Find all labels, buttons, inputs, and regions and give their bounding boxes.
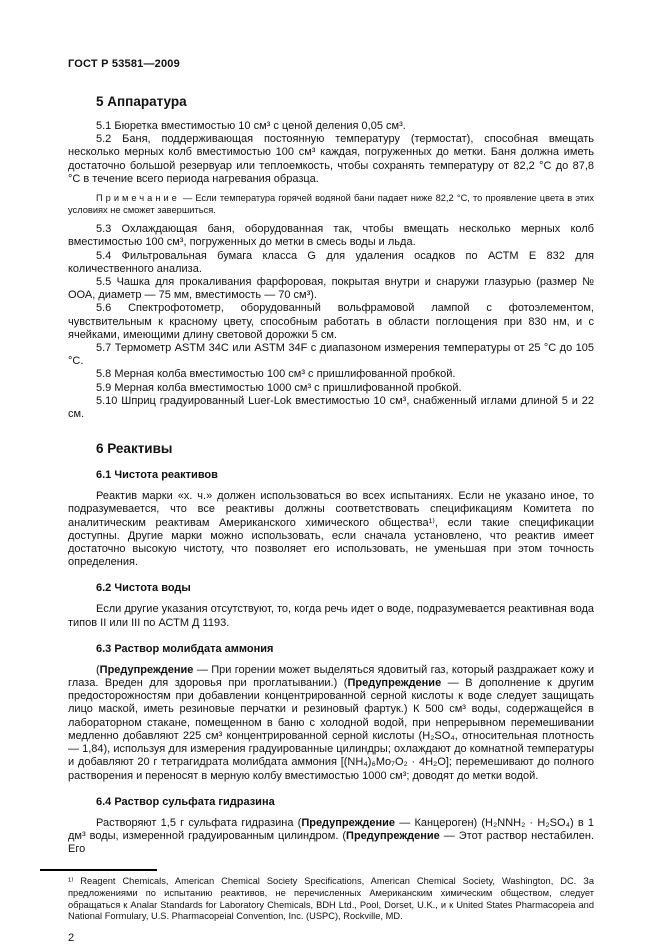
item-5-8 xyxy=(68,368,594,381)
item-5-7-text: 5.7 Термометр ASTM 34С или ASTM 34F с диапазоном измерения температуры от 25 °С до 105 °С. xyxy=(68,342,594,368)
para-6-3-text: ( xyxy=(96,663,100,676)
item-5-6-text: 5.6 Спектрофотометр, оборудованный вольфрамовой лампой с фотоэлементом, чувствительным к красному цвету, способным работать в области поглощения при 830 нм, и с ячейками, имеющими длину световой дорожки 5 см. xyxy=(68,302,594,341)
para-6-1-text: Реактив марки «х. ч.» должен использоваться во всех испытаниях. Если не указано иное, то подразумевается, что все реактивы должны соответствовать спецификациям Комитета по аналитическим реактивам Американского химического общества¹⁾, если такие спецификации доступны. Другие марки можно использовать, если сначала установлено, что реактив имеет достаточно высокую чистоту, что позволяет его использовать, не уменьшая при этом точность определения. xyxy=(68,490,594,569)
section-6-2-heading xyxy=(96,582,594,594)
para-6-4-text: Предупреждение xyxy=(346,829,440,842)
para-6-2-text: Если другие указания отсутствуют, то, когда речь идет о воде, подразумевается реактивная вода типов II или III по АСТМ Д 1193. xyxy=(68,603,594,629)
section-6-4-heading-text: 6.4 Раствор сульфата гидразина xyxy=(96,795,275,808)
item-5-7 xyxy=(68,342,594,368)
page-number: 2 xyxy=(68,931,75,944)
para-6-1 xyxy=(68,490,594,569)
section-5-heading-text: 5 Аппаратура xyxy=(96,94,187,109)
para-6-3-text: — В дополнение к другим предосторожностям при добавлении концентрированной серной кислоты к воде следует защищать лицо маской, иметь резиновые перчатки и резиновый фартук.) К 500 см³ воды, содержащейся в лабораторном стакане, помещенном в баню с холодной водой, при непрерывном перемешивании медленно добавляют 225 см³ концентрированной серной кислоты (H₂SO₄, относительная плотность — 1,84), используя для измерения градуированные цилиндры; охлаждают до комнатной температуры и добавляют 20 г тетрагидрата молибдата аммония [(NH₄)₆Mo₇O₂ · 4H₂O]; перемешивают до полного растворения и переносят в мерную колбу вместимостью 1000 см³; доводят до метки водой. xyxy=(68,677,594,782)
item-5-3 xyxy=(68,223,594,249)
para-6-2 xyxy=(68,603,594,629)
section-6-1-heading-text: 6.1 Чистота реактивов xyxy=(96,469,218,482)
item-5-5-text: 5.5 Чашка для прокаливания фарфоровая, покрытая внутри и снаружи глазурью (размер № ООА, диаметр — 75 мм, вместимость — 70 см³). xyxy=(68,276,594,302)
item-5-4-text: 5.4 Фильтровальная бумага класса G для удаления осадков по АСТМ Е 832 для количественного анализа. xyxy=(68,249,594,275)
page-content xyxy=(68,58,594,944)
item-5-10-text: 5.10 Шприц градуированный Luer-Lok вместимостью 10 см³, снабженный иглами длиной 5 и 22 см. xyxy=(68,394,594,421)
item-5-9-text: 5.9 Мерная колба вместимостью 1000 см³ с пришлифованной пробкой. xyxy=(96,381,462,394)
item-5-2-text: 5.2 Баня, поддерживающая постоянную температуру (термостат), способная вмещать несколько мерных колб вместимостью 100 см³ каждая, погруженных до метки. Баня должна иметь достаточно большой резервуар или теплоемкость, чтобы сохранять температуру от 82,2 °С до 87,8 °С в течение всего периода нагревания образца. xyxy=(68,133,594,185)
para-6-3-text: — При горении может выделяться ядовитый газ, который раздражает кожу и глаза. Вреден для здоровья при проглатывании.) ( xyxy=(68,663,594,690)
section-6-heading-text: 6 Реактивы xyxy=(96,441,173,457)
document-header: ГОСТ Р 53581—2009 xyxy=(68,58,180,70)
item-5-1-text: 5.1 Бюретка вместимостью 10 см³ с ценой деления 0,05 см³. xyxy=(96,120,406,132)
para-6-3 xyxy=(68,664,594,783)
para-6-3-text: Предупреждение xyxy=(99,663,194,676)
item-5-10 xyxy=(68,395,594,421)
section-6-heading xyxy=(96,441,594,456)
para-6-4 xyxy=(68,817,594,857)
para-6-4-text: Растворяют 1,5 г сульфата гидразина ( xyxy=(96,816,302,829)
para-6-4-text: Предупреждение xyxy=(301,816,396,829)
item-5-4 xyxy=(68,250,594,276)
para-6-4-text: — Канцероген) (H₂NNH₂ · H₂SO₄) в 1 дм³ воды, измеренной градуированным цилиндром. ( xyxy=(68,816,594,842)
section-6-3-heading-text: 6.3 Раствор молибдата аммония xyxy=(96,642,274,655)
section-6-3-heading xyxy=(96,643,594,655)
section-5-heading xyxy=(96,94,594,109)
item-5-3-text: 5.3 Охлаждающая баня, оборудованная так, чтобы вмещать несколько мерных колб вместимостью 100 см³, погруженных до метки в смесь воды и льда. xyxy=(68,223,594,249)
item-5-1 xyxy=(68,120,594,133)
item-5-2 xyxy=(68,133,594,186)
footnote-1 xyxy=(68,869,594,922)
item-5-6 xyxy=(68,302,594,342)
item-5-8-text: 5.8 Мерная колба вместимостью 100 см³ с пришлифованной пробкой. xyxy=(96,368,456,381)
section-6-4-heading xyxy=(96,796,594,808)
document-blocks xyxy=(68,94,594,923)
section-6-2-heading-text: 6.2 Чистота воды xyxy=(96,582,191,595)
note-5-2-text: Примечание xyxy=(96,193,180,204)
para-6-3-text: Предупреждение xyxy=(347,677,442,690)
para-6-4-text: — Этот раствор нестабилен. Его xyxy=(68,829,595,856)
note-5-2-text: — Если температура горячей водяной бани падает ниже 82,2 °С, то проявление цвета в этих условиях не сможет завершиться. xyxy=(68,193,594,215)
item-5-5 xyxy=(68,276,594,302)
note-5-2 xyxy=(68,193,594,216)
section-6-1-heading xyxy=(96,469,594,481)
item-5-9 xyxy=(68,382,594,395)
footnote-1-text: ¹⁾ Reagent Chemicals, American Chemical Society Specifications, American Chemical Society, Washington, DC. За предложениями по испытанию реактивов, не перечисленных Американским химическим обществом, следует обращаться к Analar Standards for Laboratory Chemicals, BDH Ltd., Pool, Dorset, U.K., и к United States Pharmacopeia and National Formulary, U.S. Pharmacopeial Convention, Inc. (USPC), Rockville, MD. xyxy=(68,876,594,922)
